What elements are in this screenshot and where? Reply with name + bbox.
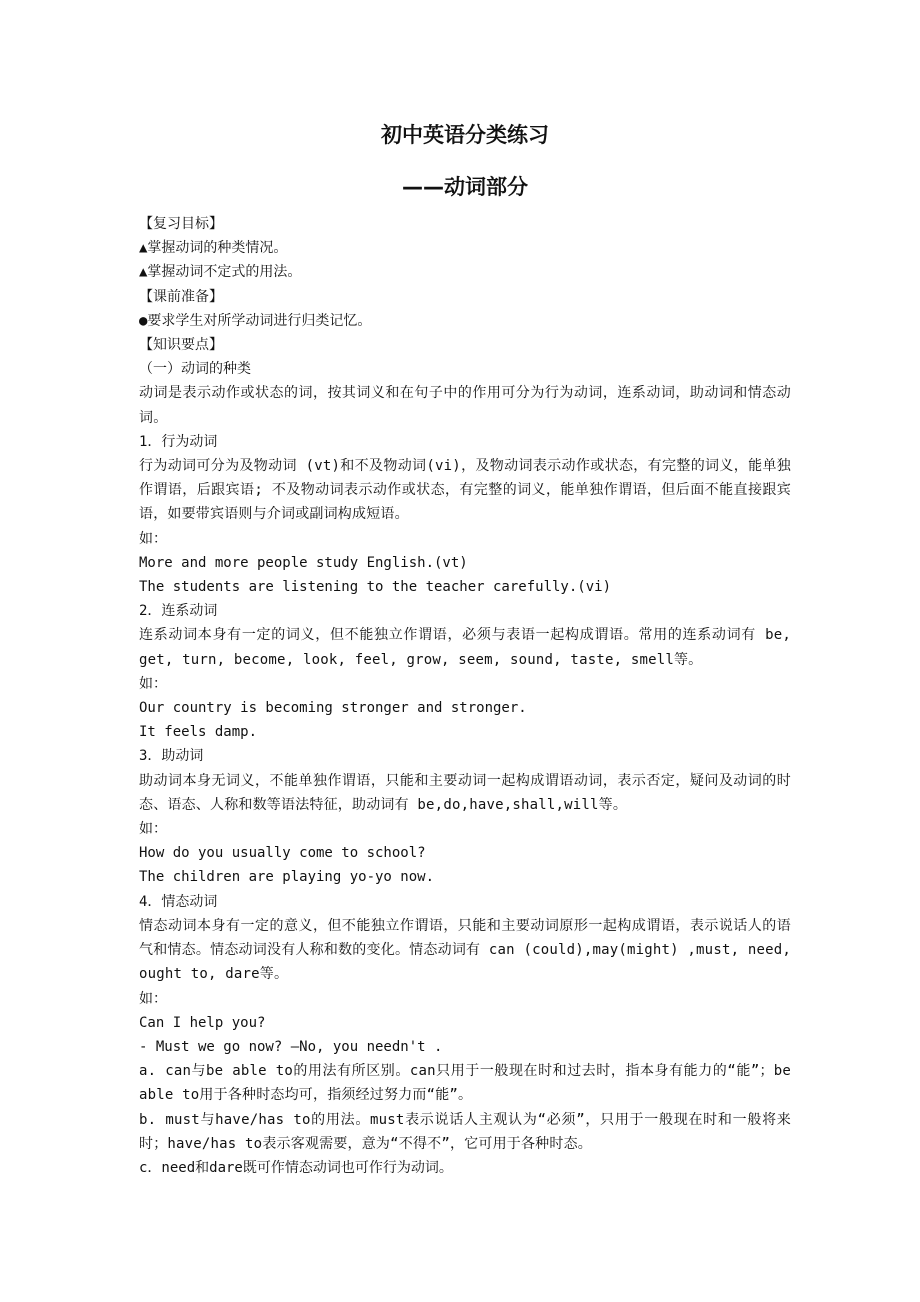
section-heading-key-points: 【知识要点】 [139,337,223,354]
document-subtitle: ——动词部分 [402,175,528,199]
example-label: 如： [139,675,167,692]
section-heading-review-goals: 【复习目标】 [139,216,223,232]
example-sentence: Our country is becoming stronger and stronger. [139,700,527,717]
paragraph: 动词是表示动作或状态的词，按其词义和在句子中的作用可分为行为动词，连系动词，助动词和情态动词。 [139,385,791,426]
topic-heading: 2．连系动词 [139,603,218,620]
document-title: 初中英语分类练习 [381,123,549,147]
example-sentence: It feels damp. [139,724,258,741]
example-label: 如： [139,530,167,547]
example-label: 如： [139,990,167,1007]
subsection-heading: （一）动词的种类 [139,361,251,378]
paragraph: 助动词本身无词义，不能单独作谓语，只能和主要动词一起构成谓语动词，表示否定，疑问及动词的时态、语态、人称和数等语法特征，助动词有 be,do,have,shall,will等。 [139,772,791,813]
example-sentence: How do you usually come to school? [139,845,426,862]
goal-item: ▲掌握动词不定式的用法。 [139,264,302,281]
preparation-item: ●要求学生对所学动词进行归类记忆。 [139,312,372,329]
topic-heading: 3．助动词 [139,748,204,765]
example-sentence: - Must we go now? –No, you needn't . [139,1038,443,1055]
example-label: 如： [139,821,167,838]
document-page [139,120,791,1180]
paragraph: 连系动词本身有一定的词义，但不能独立作谓语，必须与表语一起构成谓语。常用的连系动词有 be, get, turn, become, look, feel, grow, seem, sound, taste, smell等。 [139,627,791,668]
note-paragraph: a. can与be able to的用法有所区别。can只用于一般现在时和过去时，指本身有能力的“能”；be able to用于各种时态均可，指须经过努力而“能”。 [139,1063,791,1104]
example-sentence: The children are playing yo-yo now. [139,869,435,886]
goal-item: ▲掌握动词的种类情况。 [139,240,288,257]
paragraph: 行为动词可分为及物动词 (vt)和不及物动词(vi)，及物动词表示动作或状态，有完整的词义，能单独作谓语，后跟宾语; 不及物动词表示动作或状态，有完整的词义，能单独作谓语，但后面不能直接跟宾语，如要带宾语则与介词或副词构成短语。 [139,458,791,523]
example-sentence: The students are listening to the teacher carefully.(vi) [139,579,612,596]
note-paragraph: c．need和dare既可作情态动词也可作行为动词。 [139,1159,453,1176]
paragraph: 情态动词本身有一定的意义，但不能独立作谓语，只能和主要动词原形一起构成谓语，表示说话人的语气和情态。情态动词没有人称和数的变化。情态动词有 can (could),may(might) ,must, need, ought to, dare等。 [139,917,791,983]
note-paragraph: b. must与have/has to的用法。must表示说话人主观认为“必须”，只用于一般现在时和一般将来时；have/has to表示客观需要，意为“不得不”，它可用于各种时态。 [139,1111,791,1152]
topic-heading: 1．行为动词 [139,433,218,450]
example-sentence: Can I help you? [139,1014,266,1031]
section-heading-preparation: 【课前准备】 [139,288,223,305]
topic-heading: 4．情态动词 [139,893,218,910]
example-sentence: More and more people study English.(vt) [139,554,468,571]
